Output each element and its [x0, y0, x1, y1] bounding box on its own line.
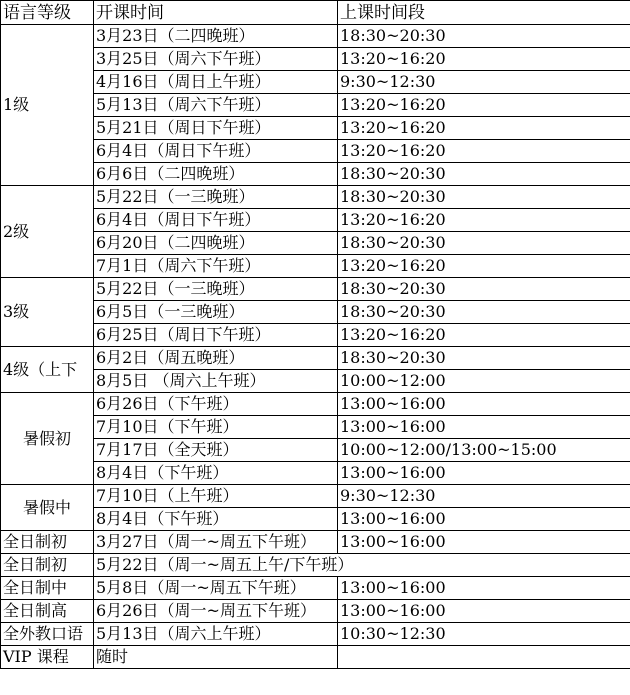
- schedule-body: [1, 1, 630, 669]
- time-slot-cell: 13:20~16:20: [338, 48, 630, 71]
- time-slot-cell: 18:30~20:30: [338, 163, 630, 186]
- start-date-cell: 8月4日（下午班）: [94, 462, 338, 485]
- time-slot-cell: 13:20~16:20: [338, 140, 630, 163]
- time-slot-cell: 18:30~20:30: [338, 25, 630, 48]
- table-row: [1, 186, 630, 209]
- start-date-cell: 7月10日（下午班）: [94, 416, 338, 439]
- table-row: [1, 485, 630, 508]
- time-slot-cell: 18:30~20:30: [338, 278, 630, 301]
- time-slot-cell: 18:30~20:30: [338, 347, 630, 370]
- table-row: [1, 393, 630, 416]
- time-slot-cell: [338, 646, 630, 669]
- time-slot-cell: 13:00~16:00: [338, 577, 630, 600]
- level-cell: 暑假初: [1, 393, 94, 485]
- time-slot-cell: 13:00~16:00: [338, 462, 630, 485]
- time-slot-cell: 13:00~16:00: [338, 393, 630, 416]
- table-row: [1, 301, 630, 324]
- level-cell: 1级: [1, 25, 94, 186]
- table-row: [1, 623, 630, 646]
- level-cell: 4级（上下: [1, 347, 94, 393]
- time-slot-cell: 13:00~16:00: [338, 508, 630, 531]
- start-date-cell: 5月13日（周六上午班）: [94, 623, 338, 646]
- table-row: [1, 255, 630, 278]
- start-date-cell: 5月22日（一三晚班）: [94, 278, 338, 301]
- time-slot-cell: 18:30~20:30: [338, 232, 630, 255]
- table-row: [1, 462, 630, 485]
- level-cell: 2级: [1, 186, 94, 278]
- level-cell: 全日制中: [1, 577, 94, 600]
- start-date-cell: 7月1日（周六下午班）: [94, 255, 338, 278]
- start-date-cell: 8月4日（下午班）: [94, 508, 338, 531]
- start-date-cell: 6月4日（周日下午班）: [94, 209, 338, 232]
- table-row: [1, 278, 630, 301]
- table-row: [1, 25, 630, 48]
- header-row: [1, 1, 630, 25]
- start-date-cell: 5月21日（周日下午班）: [94, 117, 338, 140]
- start-date-cell: 7月17日（全天班）: [94, 439, 338, 462]
- level-cell: 暑假中: [1, 485, 94, 531]
- level-cell: 全日制初: [1, 531, 94, 554]
- time-slot-cell: 9:30~12:30: [338, 485, 630, 508]
- time-slot-cell: 13:00~16:00: [338, 531, 630, 554]
- table-row: [1, 140, 630, 163]
- start-date-cell: 6月25日（周日下午班）: [94, 324, 338, 347]
- start-date-cell: 5月13日（周六下午班）: [94, 94, 338, 117]
- start-date-cell: 6月26日（下午班）: [94, 393, 338, 416]
- time-slot-cell: 10:00~12:00: [338, 370, 630, 393]
- time-slot-cell: 18:30~20:30: [338, 186, 630, 209]
- start-date-cell: 3月27日（周一~周五下午班）: [94, 531, 338, 554]
- level-cell: 全外教口语: [1, 623, 94, 646]
- time-slot-cell: 13:20~16:20: [338, 209, 630, 232]
- level-cell: 全日制高: [1, 600, 94, 623]
- start-date-cell: 7月10日（上午班）: [94, 485, 338, 508]
- header-level: 语言等级: [1, 1, 94, 25]
- table-row: [1, 577, 630, 600]
- start-date-cell: 6月2日（周五晚班）: [94, 347, 338, 370]
- table-row: [1, 416, 630, 439]
- table-row: [1, 554, 630, 577]
- table-row: [1, 508, 630, 531]
- table-row: [1, 439, 630, 462]
- time-slot-cell: 13:00~16:00: [338, 416, 630, 439]
- start-date-cell: 6月26日（周一~周五下午班）: [94, 600, 338, 623]
- time-slot-cell: 13:20~16:20: [338, 255, 630, 278]
- table-row: [1, 531, 630, 554]
- time-slot-cell: 13:20~16:20: [338, 324, 630, 347]
- start-date-cell: 6月5日（一三晚班）: [94, 301, 338, 324]
- table-row: [1, 347, 630, 370]
- time-slot-cell: 10:30~12:30: [338, 623, 630, 646]
- start-date-cell: 随时: [94, 646, 338, 669]
- start-date-cell: 4月16日（周日上午班）: [94, 71, 338, 94]
- time-slot-cell: 13:20~16:20: [338, 117, 630, 140]
- time-slot-cell: 13:20~16:20: [338, 94, 630, 117]
- table-row: [1, 117, 630, 140]
- table-row: [1, 209, 630, 232]
- start-date-cell: 8月5日 （周六上午班）: [94, 370, 338, 393]
- level-cell: 全日制初: [1, 554, 94, 577]
- start-date-cell: 3月25日（周六下午班）: [94, 48, 338, 71]
- table-row: [1, 71, 630, 94]
- level-cell: 3级: [1, 278, 94, 347]
- header-time-slot: 上课时间段: [338, 1, 630, 25]
- start-date-cell: 3月23日（二四晚班）: [94, 25, 338, 48]
- table-row: [1, 324, 630, 347]
- table-row: [1, 370, 630, 393]
- table-row: [1, 600, 630, 623]
- start-date-cell: 6月4日（周日下午班）: [94, 140, 338, 163]
- time-slot-cell: 10:00~12:00/13:00~15:00: [338, 439, 630, 462]
- start-date-cell: 5月22日（一三晚班）: [94, 186, 338, 209]
- header-start-date: 开课时间: [94, 1, 338, 25]
- time-slot-cell: 13:00~16:00: [338, 600, 630, 623]
- table-row: [1, 232, 630, 255]
- table-row: [1, 48, 630, 71]
- start-date-cell: 5月8日（周一~周五下午班）: [94, 577, 338, 600]
- table-row: [1, 163, 630, 186]
- level-cell: VIP 课程: [1, 646, 94, 669]
- start-date-cell: 6月6日（二四晚班）: [94, 163, 338, 186]
- time-slot-cell: 18:30~20:30: [338, 301, 630, 324]
- table-row: [1, 94, 630, 117]
- table-row: [1, 646, 630, 669]
- start-date-cell: 6月20日（二四晚班）: [94, 232, 338, 255]
- time-slot-cell: 9:30~12:30: [338, 71, 630, 94]
- start-date-cell: 5月22日（周一~周五上午/下午班）: [94, 554, 630, 577]
